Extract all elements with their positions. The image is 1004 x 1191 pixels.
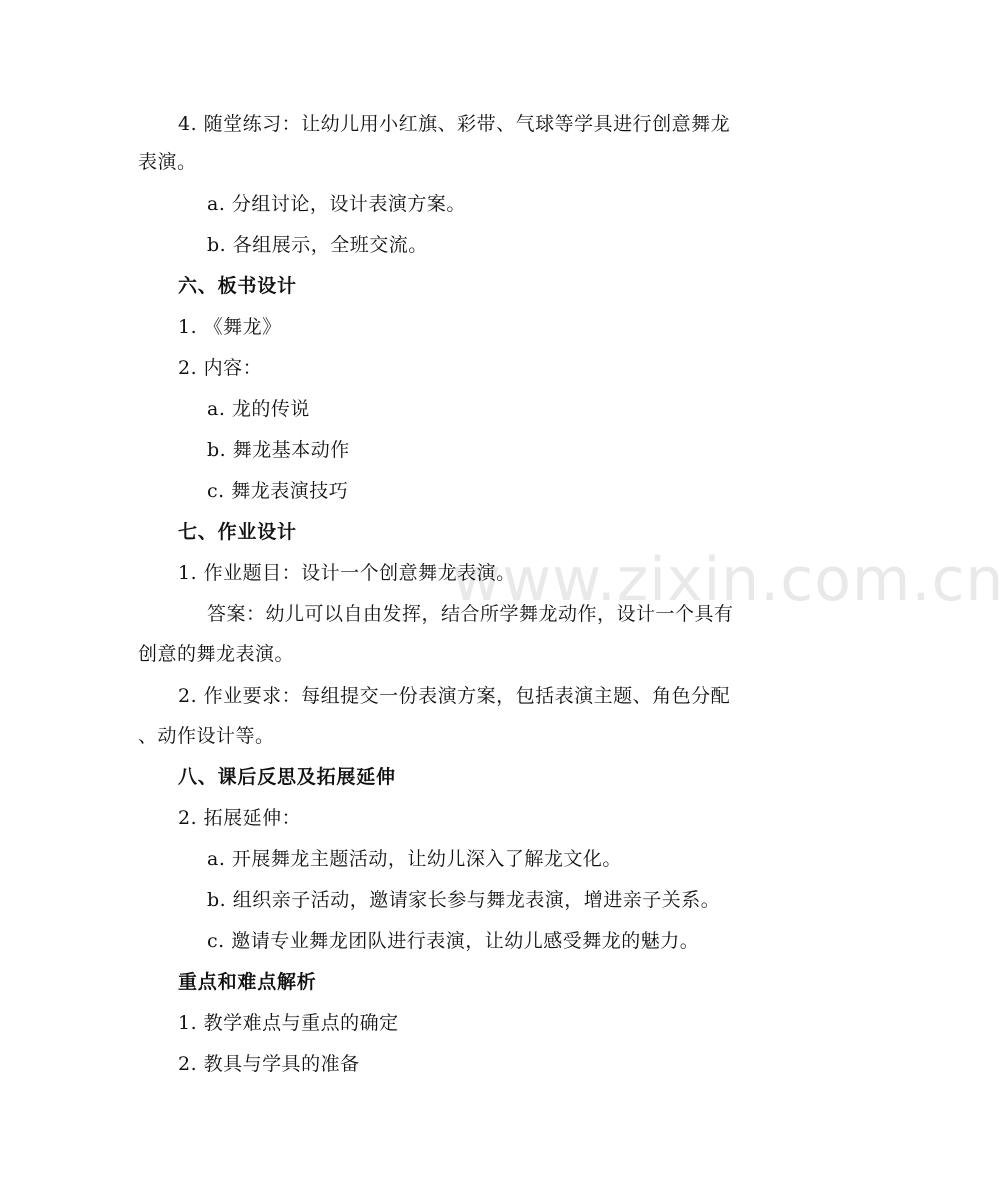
board-item-2: 2. 内容：	[178, 357, 263, 379]
extension-subitem-a: a. 开展舞龙主题活动，让幼儿深入了解龙文化。	[207, 848, 622, 870]
extension-item: 2. 拓展延伸：	[178, 807, 302, 829]
section-heading-board-design: 六、板书设计	[178, 275, 297, 297]
section-heading-reflection: 八、课后反思及拓展延伸	[178, 766, 396, 788]
homework-item-2-continued: 、动作设计等。	[138, 725, 275, 747]
extension-subitem-b: b. 组织亲子活动，邀请家长参与舞龙表演，增进亲子关系。	[207, 889, 721, 911]
board-subitem-b: b. 舞龙基本动作	[207, 439, 350, 461]
key-point-item-2: 2. 教具与学具的准备	[178, 1053, 360, 1075]
homework-answer-continued: 创意的舞龙表演。	[138, 643, 295, 665]
practice-item: 4. 随堂练习：让幼儿用小红旗、彩带、气球等学具进行创意舞龙	[178, 113, 731, 135]
extension-subitem-c: c. 邀请专业舞龙团队进行表演，让幼儿感受舞龙的魅力。	[207, 930, 700, 952]
homework-item-1: 1. 作业题目：设计一个创意舞龙表演。	[178, 562, 516, 584]
practice-item-continued: 表演。	[138, 151, 197, 173]
section-heading-homework: 七、作业设计	[178, 521, 297, 543]
board-subitem-a: a. 龙的传说	[207, 398, 310, 420]
watermark: www.zixin.com.cn	[452, 545, 1004, 615]
homework-answer: 答案：幼儿可以自由发挥，结合所学舞龙动作，设计一个具有	[207, 603, 734, 625]
practice-subitem-a: a. 分组讨论，设计表演方案。	[207, 193, 466, 215]
board-subitem-c: c. 舞龙表演技巧	[207, 480, 349, 502]
board-item-1: 1. 《舞龙》	[178, 316, 282, 338]
practice-subitem-b: b. 各组展示，全班交流。	[207, 234, 428, 256]
homework-item-2: 2. 作业要求：每组提交一份表演方案，包括表演主题、角色分配	[178, 685, 731, 707]
key-point-item-1: 1. 教学难点与重点的确定	[178, 1012, 399, 1034]
section-heading-key-points: 重点和难点解析	[178, 971, 317, 993]
